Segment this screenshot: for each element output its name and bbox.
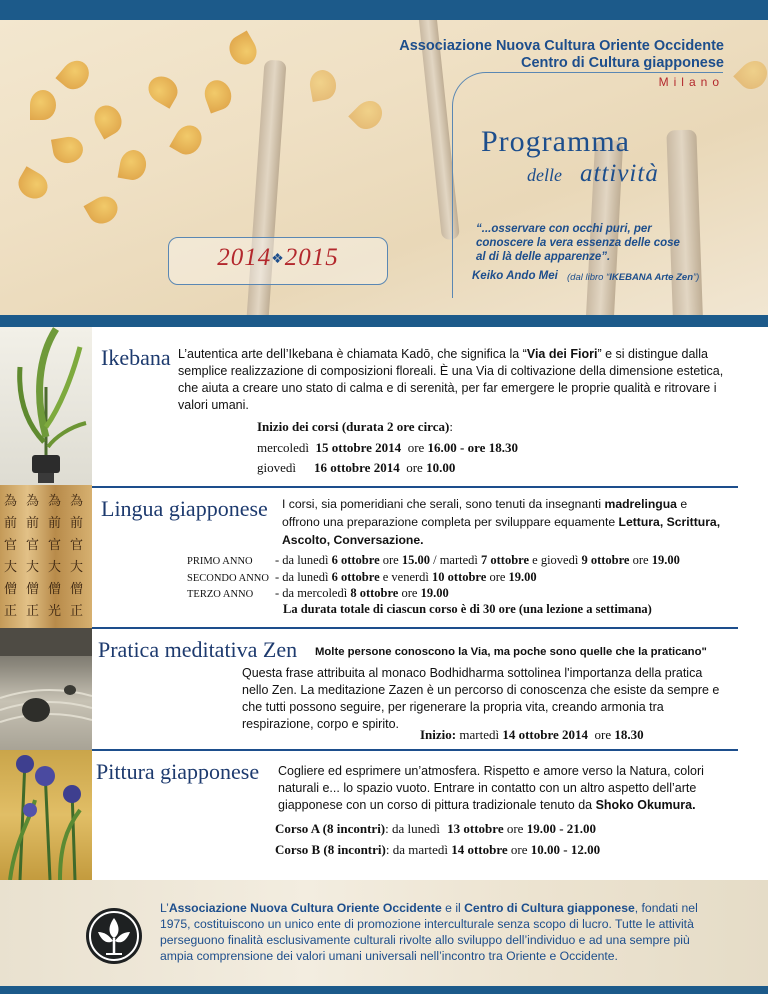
svg-text:僧: 僧 bbox=[26, 582, 40, 597]
svg-text:僧: 僧 bbox=[70, 582, 84, 597]
svg-text:官: 官 bbox=[26, 538, 40, 553]
svg-text:正: 正 bbox=[4, 604, 18, 619]
svg-text:大: 大 bbox=[48, 560, 62, 575]
svg-text:正: 正 bbox=[70, 604, 84, 619]
section-divider bbox=[92, 749, 738, 751]
svg-text:為: 為 bbox=[4, 494, 18, 509]
lingua-year-label: TERZO ANNO bbox=[187, 589, 254, 600]
page-subtitle-delle: delle bbox=[527, 165, 562, 185]
ikebana-schedule-row-2: giovedì 16 ottobre 2014 ore 10.00 bbox=[257, 460, 456, 475]
quote-author: Keiko Ando Mei bbox=[472, 270, 558, 282]
pittura-course-b: Corso B (8 incontri): da martedì 14 ottobre ore 10.00 - 12.00 bbox=[275, 842, 601, 857]
quote-source: (dal libro “IKEBANA Arte Zen”) bbox=[567, 272, 700, 283]
header-quote bbox=[476, 222, 706, 264]
svg-text:官: 官 bbox=[4, 538, 18, 553]
association-crest-icon bbox=[86, 908, 142, 964]
ikebana-title: Ikebana bbox=[101, 345, 171, 370]
lingua-year-row: TERZO ANNO - da mercoledì 8 ottobre ore 19.00 bbox=[187, 586, 449, 600]
svg-text:正: 正 bbox=[26, 604, 40, 619]
lingua-year-row: SECONDO ANNO - da lunedì 6 ottobre e venerdì 10 ottobre ore 19.00 bbox=[187, 570, 537, 584]
quote-line-1: “...osservare con occhi puri, per bbox=[476, 223, 652, 235]
page-subtitle-attivita: attività bbox=[580, 160, 659, 187]
iris-painting-photo bbox=[0, 750, 92, 880]
pittura-description: Cogliere ed esprimere un’atmosfera. Rispetto e amore verso la Natura, colori naturali e... lo spazio vuoto. Entrare in contatto con un altro aspetto dell’arte giapponese con un corso di pittura tradizionale tenuto da Shoko Okumura. bbox=[278, 764, 704, 812]
section-divider bbox=[92, 627, 738, 629]
bottom-band bbox=[0, 986, 768, 994]
svg-text:為: 為 bbox=[48, 494, 62, 509]
svg-text:僧: 僧 bbox=[48, 582, 62, 597]
svg-text:前: 前 bbox=[26, 516, 40, 531]
lingua-year-label: PRIMO ANNO bbox=[187, 556, 253, 567]
ikebana-photo bbox=[0, 327, 92, 485]
svg-text:大: 大 bbox=[70, 560, 84, 575]
header-bottom-band bbox=[0, 315, 768, 327]
zen-tagline: Molte persone conoscono la Via, ma poche sono quelle che la praticano" bbox=[315, 646, 707, 658]
ikebana-schedule-row-1: mercoledì 15 ottobre 2014 ore 16.00 - ore 18.30 bbox=[257, 440, 518, 455]
ikebana-start-label: Inizio dei corsi (durata 2 ore circa): bbox=[257, 419, 453, 434]
calligraphy-photo bbox=[0, 485, 92, 628]
lingua-description: I corsi, sia pomeridiani che serali, sono tenuti da insegnanti madrelingua e offrono una preparazione completa per sviluppare equamente Lettura, Scrittura, Ascolto, Conversazione. bbox=[282, 497, 721, 547]
svg-text:前: 前 bbox=[70, 516, 84, 531]
svg-text:為: 為 bbox=[70, 494, 84, 509]
pittura-course-a: Corso A (8 incontri): da lunedì 13 ottobre ore 19.00 - 21.00 bbox=[275, 821, 597, 836]
academic-year: 2014❖2015 bbox=[217, 244, 339, 271]
svg-text:前: 前 bbox=[4, 516, 18, 531]
svg-text:大: 大 bbox=[26, 560, 40, 575]
zen-title: Pratica meditativa Zen bbox=[98, 637, 298, 662]
centre-name: Centro di Cultura giapponese bbox=[520, 55, 724, 71]
lingua-title: Lingua giapponese bbox=[101, 496, 268, 521]
lingua-year-row: PRIMO ANNO - da lunedì 6 ottobre ore 15.00 / martedì 7 ottobre e giovedì 9 ottobre ore 19.00 bbox=[187, 553, 680, 567]
association-name: Associazione Nuova Cultura Oriente Occidente bbox=[399, 38, 724, 54]
section-divider bbox=[92, 486, 738, 488]
quote-source-book: IKEBANA Arte Zen bbox=[609, 272, 693, 283]
top-band bbox=[0, 0, 768, 20]
svg-text:為: 為 bbox=[26, 494, 40, 509]
svg-text:大: 大 bbox=[4, 560, 18, 575]
svg-text:僧: 僧 bbox=[4, 582, 18, 597]
pittura-title: Pittura giapponese bbox=[96, 759, 260, 784]
zen-description: Questa frase attribuita al monaco Bodhidharma sottolinea l'importanza della pratica nello Zen. La meditazione Zazen è un percorso di conoscenza che esiste da sempre e che tutti possono seguire, per rigenerare la propria vita, creando armonia tra respirazione, corpo e spirito. bbox=[242, 666, 720, 731]
svg-text:前: 前 bbox=[48, 516, 62, 531]
footer-description: L’Associazione Nuova Cultura Oriente Occidente e il Centro di Cultura giapponese, fondati nel 1975, costituiscono un unico ente di promozione interculturale senza scopo di lucro. Tutte le attività perseguono finalità esclusivamente culturali rivolte allo sviluppo dell’individuo e ad una sempre più ampia comprensione dei valori umani universali nell’incontro tra Oriente e Occidente. bbox=[160, 901, 698, 963]
diamond-ornament-icon: ❖ bbox=[271, 251, 285, 267]
ikebana-description: L’autentica arte dell’Ikebana è chiamata Kadō, che significa la “Via dei Fiori” e si distingue dalla semplice realizzazione di composizioni floreali. È una Via di coltivazione della dimensione estetica, che aiuta a creare uno stato di calma e di serenità, per far emergere le proprie qualità e ritrovare i valori umani. bbox=[178, 347, 724, 412]
lingua-duration: La durata totale di ciascun corso è di 30 ore (una lezione a settimana) bbox=[283, 602, 652, 616]
svg-text:官: 官 bbox=[70, 538, 84, 553]
svg-text:光: 光 bbox=[48, 604, 62, 619]
zen-garden-photo bbox=[0, 628, 92, 750]
svg-text:官: 官 bbox=[48, 538, 62, 553]
quote-line-2: conoscere la vera essenza delle cose bbox=[476, 237, 680, 249]
zen-start: Inizio: martedì 14 ottobre 2014 ore 18.30 bbox=[420, 727, 644, 742]
lingua-year-label: SECONDO ANNO bbox=[187, 573, 269, 584]
city-name: Milano bbox=[658, 75, 724, 89]
quote-line-3: al di là delle apparenze”. bbox=[476, 251, 611, 263]
page-title: Programma bbox=[481, 125, 630, 158]
